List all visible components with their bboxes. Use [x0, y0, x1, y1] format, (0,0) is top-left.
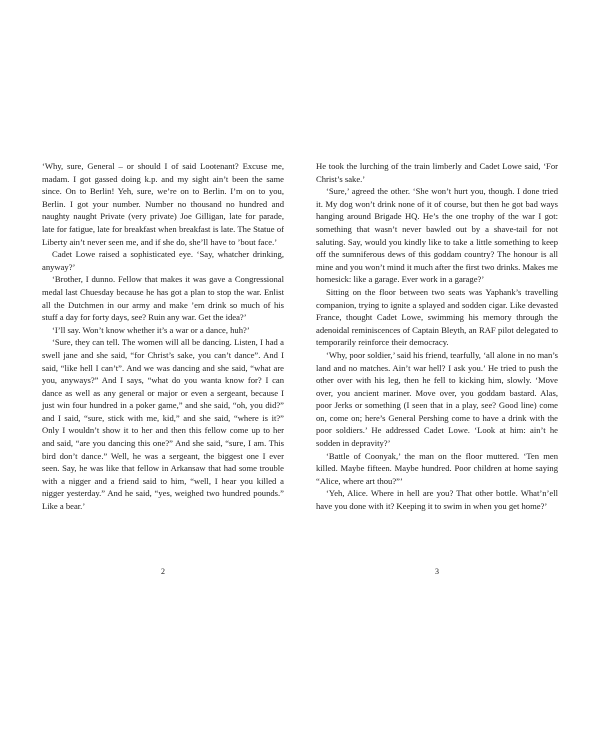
- paragraph: ‘Brother, I dunno. Fellow that makes it was gave a Congressional medal last Chuesday because he has got a plan to stop the war. Enlist all the Dutchmen in our army and make ’em drink so much of his stuff a day for forty days, see? Ruin any war. Get the idea?’: [42, 274, 284, 323]
- paragraph: ‘Battle of Coonyak,’ the man on the floor muttered. ‘Ten men killed. Maybe fifteen. Maybe hundred. Poor children at home saying “Alice, where art thou?”’: [316, 450, 558, 486]
- paragraph: Sitting on the floor between two seats was Yaphank’s travelling companion, trying to ignite a splayed and sodden cigar. Like devasted France, thought Cadet Lowe, swimming his memory through the adenoidal reminiscences of Captain Bleyth, an RAF pilot delegated to temporarily reinforce their democracy.: [316, 286, 558, 348]
- paragraph: ‘Sure,’ agreed the other. ‘She won’t hurt you, though. I done tried it. My dog won’t drink none of it of course, but then he got bad ways hanging around Brigade HQ. He’s the one trophy of the war I got: something that wasn’t never bawled out by a shave-tail for not saluting. Say, would you kindly like to take a little something to keep off the sumniferous dews of this goddam country? The honour is all mine and you won’t mind it much after the first two drinks. Makes me homesick: like a garage. Ever work in a garage?’: [316, 186, 558, 285]
- paragraph: ‘I’ll say. Won’t know whether it’s a war or a dance, huh?’: [52, 324, 250, 335]
- page-number-right: 3: [435, 567, 439, 576]
- paragraph: ‘Why, poor soldier,’ said his friend, tearfully, ‘all alone in no man’s land and no matches. Ain’t war hell? I ask you.’ He tried to push the other over with his leg, then he fell to kicking him, slowly. ‘Move over, you ancient mariner. Move over, you goddam bastard. Alas, poor Jerks or something (I seen that in a play, see? Good line) come on, come on; here’s General Pershing come to have a drink with the poor soldiers.’ He addressed Cadet Lowe. ‘Look at him: ain’t he sodden in depravity?’: [316, 349, 558, 449]
- paragraph: He took the lurching of the train limberly and Cadet Lowe said, ‘For Christ’s sake.’: [316, 161, 558, 184]
- paragraph: ‘Yeh, Alice. Where in hell are you? That other bottle. What’n’ell have you done with it? Keeping it to swim in when you get home?’: [316, 488, 558, 512]
- page-number-left: 2: [161, 567, 165, 576]
- paragraph: ‘Why, sure, General – or should I of said Lootenant? Excuse me, madam. I got gassed doing k.p. and my sight ain’t been the same since. On to Berlin! Yeh, sure, we’re on to Berlin. I’m on to you, Berlin. I got your number. Number no thousand no hundred and naughty naught Private (very private) Joe Gilligan, late for parade, late for fatigue, late for breakfast when breakfast is late. The Statue of Liberty ain’t never seen me, and if she do, she’ll have to ’bout face.’: [42, 161, 284, 247]
- right-page-text: [316, 160, 558, 513]
- left-page-text: [42, 160, 284, 513]
- paragraph: ‘Sure, they can tell. The women will all be dancing. Listen, I had a swell jane and she said, “for Christ’s sake, you can’t dance”. And I said, “like hell I can’t”. And we was dancing and she said, “what are you, anyways?” And I says, “what do you wanta know for? I can dance as well as any general or major or even a sergeant, because I just win four hundred in a poker game,” and she said, “oh, you did?” and I said, “sure, stick with me, kid,” and she said, “where is it?” Only I wouldn’t show it to her and then this fellow come up to her and said, “are you dancing this one?” And she said, “sure, I am. This bird don’t dance.” Well, he was a sergeant, the biggest one I ever seen. Say, he was like that fellow in Arkansaw that had some trouble with a nigger and a friend said to him, “well, I hear you killed a nigger yesterday.” And he said, “yes, weighed two hundred pounds.” Like a bear.’: [42, 337, 284, 512]
- paragraph: Cadet Lowe raised a sophisticated eye. ‘Say, whatcher drinking, anyway?’: [42, 249, 284, 272]
